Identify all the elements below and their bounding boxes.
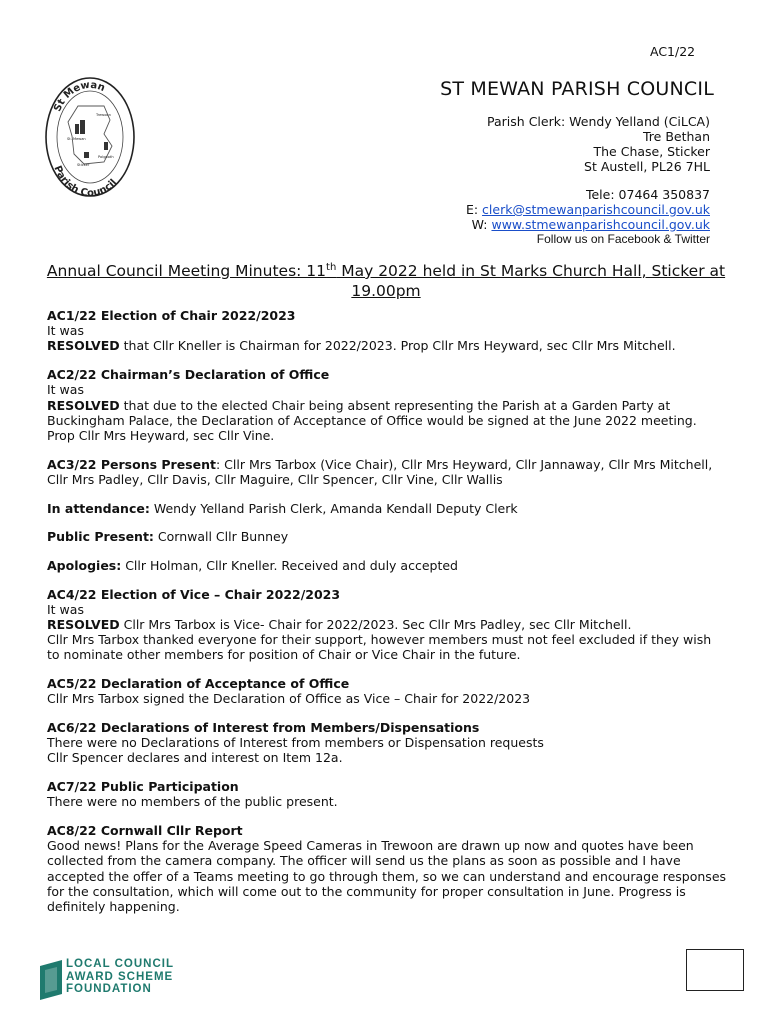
web-line: [466, 217, 710, 232]
section-attendance: [47, 501, 727, 516]
telephone: Tele: 07464 350837: [585, 187, 710, 202]
section-heading: AC2/22 Chairman’s Declaration of Office: [47, 367, 330, 383]
public-present: [47, 529, 727, 544]
section-ac1: [47, 308, 727, 354]
apologies: [47, 558, 727, 573]
section-heading: AC5/22 Declaration of Acceptance of Office: [47, 676, 350, 692]
resolution: [47, 398, 727, 444]
section-heading: AC7/22 Public Participation: [47, 779, 239, 795]
title-part-2: May 2022 held in St Marks Church Hall, Sticker at 19.00pm: [336, 262, 726, 300]
section-line: Cllr Mrs Tarbox signed the Declaration of Office as Vice – Chair for 2022/2023: [47, 691, 531, 707]
title-part-1: Annual Council Meeting Minutes: 11: [46, 262, 327, 280]
section-public: [47, 529, 727, 544]
award-line-3: FOUNDATION: [66, 983, 152, 995]
public-present-label: Public Present:: [47, 529, 154, 545]
section-paragraph: Good news! Plans for the Average Speed Cameras in Trewoon are drawn up now and quotes have been collected from the camera company. The officer will send us the plans as soon as possible and I have accepted the offer of a Teams meeting to go through them, so we can understand and encourage responses for the consultation, which will come out to the community for proper consultation in June. Progress is definitely happening.: [47, 838, 727, 915]
apologies-text: Cllr Holman, Cllr Kneller. Received and duly accepted: [121, 557, 458, 573]
apologies-label: Apologies:: [47, 557, 122, 573]
minutes-body: [47, 308, 727, 928]
resolution-text: Cllr Mrs Tarbox is Vice- Chair for 2022/2023. Sec Cllr Mrs Padley, sec Cllr Mitchell.: [119, 617, 632, 633]
logo-bottom-text: Parish Council: [51, 164, 120, 198]
award-scheme-mark-icon: [40, 960, 62, 1000]
social-follow: Follow us on Facebook & Twitter: [536, 232, 710, 246]
section-line: Cllr Spencer declares and interest on Item 12a.: [47, 750, 343, 766]
council-name: ST MEWAN PARISH COUNCIL: [440, 78, 714, 100]
document-ref: AC1/22: [650, 44, 696, 59]
email-link[interactable]: clerk@stmewanparishcouncil.gov.uk: [482, 202, 710, 217]
email-line: [466, 202, 710, 217]
award-scheme-text: [66, 958, 174, 996]
logo-place-4: Sticker: [77, 163, 90, 167]
resolution-text: that due to the elected Chair being absent representing the Parish at a Garden Party at Buckingham Palace, the Declaration of Acceptance of Office would be signed at the June 2022 meeting. Prop Cllr Mrs Heyward, sec Cllr Vine.: [47, 397, 697, 443]
attendance-label: In attendance:: [47, 500, 150, 516]
resolution: [47, 338, 727, 353]
award-scheme-logo: [40, 958, 190, 1002]
address-line-3: St Austell, PL26 7HL: [584, 159, 710, 174]
resolution-text: that Cllr Kneller is Chairman for 2022/2023. Prop Cllr Mrs Heyward, sec Cllr Mrs Mitchell.: [119, 338, 676, 354]
email-prefix: E:: [465, 202, 483, 217]
section-ac6: [47, 720, 727, 766]
logo-place-1: Trewoon: [96, 113, 111, 117]
persons-present-text: : Cllr Mrs Tarbox (Vice Chair), Cllr Mrs Heyward, Cllr Jannaway, Cllr Mrs Mitchell, Cllr Mrs Padley, Cllr Davis, Cllr Maguire, Cllr Spencer, Cllr Vine, Cllr Wallis: [47, 456, 713, 487]
resolution: [47, 617, 727, 632]
section-line: There were no members of the public present.: [47, 794, 338, 810]
council-logo: [44, 76, 136, 198]
section-apologies: [47, 558, 727, 573]
logo-place-2: St. Mewan: [67, 137, 86, 141]
logo-top-text: St Mewan: [52, 79, 107, 114]
section-ac2: [47, 367, 727, 443]
award-line-2: AWARD SCHEME: [66, 970, 174, 983]
address-line-2: The Chase, Sticker: [593, 144, 710, 159]
section-heading: AC6/22 Declarations of Interest from Members/Dispensations: [47, 720, 480, 736]
section-ac4: [47, 587, 727, 663]
resolved-label: RESOLVED: [47, 617, 120, 633]
section-ac5: [47, 676, 727, 706]
attendance: [47, 501, 727, 516]
resolved-label: RESOLVED: [47, 397, 120, 413]
section-ac8: [47, 823, 727, 914]
section-line: It was: [47, 601, 84, 617]
resolved-label: RESOLVED: [47, 338, 120, 354]
clerk-name: Parish Clerk: Wendy Yelland (CiLCA): [487, 114, 710, 129]
section-heading: AC1/22 Election of Chair 2022/2023: [47, 308, 296, 323]
contact-block: [466, 114, 710, 247]
logo-place-3: Polgooth: [98, 155, 114, 159]
section-line: It was: [47, 382, 84, 398]
web-link[interactable]: www.stmewanparishcouncil.gov.uk: [491, 217, 710, 232]
section-line: There were no Declarations of Interest from members or Dispensation requests: [47, 735, 544, 751]
section-line: Cllr Mrs Tarbox thanked everyone for their support, however members must not feel excluded if they wish to nominate other members for position of Chair or Vice Chair in the future.: [47, 632, 712, 663]
section-heading: AC8/22 Cornwall Cllr Report: [47, 823, 243, 839]
section-ac7: [47, 779, 727, 809]
section-line: It was: [47, 323, 84, 339]
public-present-text: Cornwall Cllr Bunney: [153, 529, 289, 545]
title-superscript: th: [326, 261, 337, 273]
attendance-text: Wendy Yelland Parish Clerk, Amanda Kendall Deputy Clerk: [149, 500, 518, 516]
persons-present-label: AC3/22 Persons Present: [47, 456, 216, 472]
meeting-title: [46, 261, 726, 301]
section-heading: AC4/22 Election of Vice – Chair 2022/2023: [47, 586, 341, 602]
web-prefix: W:: [471, 217, 492, 232]
award-line-1: LOCAL COUNCIL: [66, 958, 174, 970]
section-ac3: [47, 457, 727, 487]
persons-present: [47, 457, 727, 487]
spacer: [466, 174, 710, 187]
initials-box: [686, 949, 744, 991]
address-line-1: Tre Bethan: [643, 129, 710, 144]
